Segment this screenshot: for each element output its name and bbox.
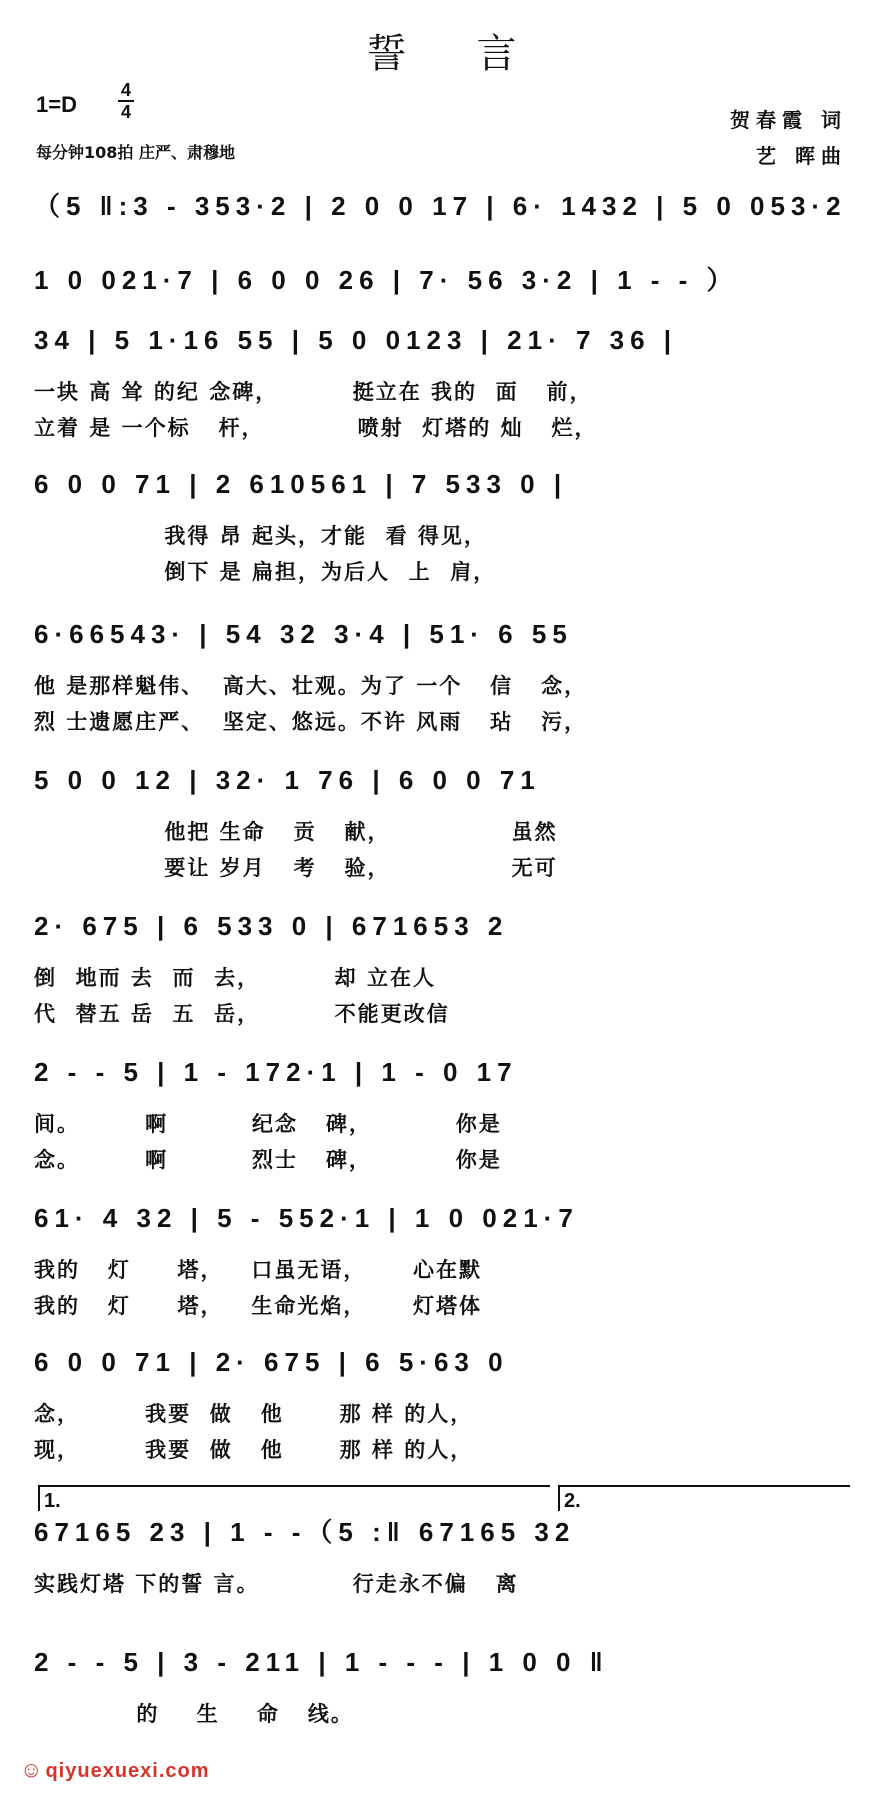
first-ending-label: 1. (44, 1490, 61, 1512)
lyric-line: 的 生 命 线。 (34, 1701, 354, 1726)
lyric-line: 一块 高 耸 的纪 念碑， 挺立在 我的 面 前， (34, 379, 593, 404)
notation-line: 6 0 0 71 | 2 610561 | 7 533 0 | (34, 469, 568, 499)
composer-credit: 艺 晖曲 (756, 144, 847, 168)
score-row (34, 1340, 854, 1462)
notation-line: 2· 675 | 6 533 0 | 671653 2 (34, 911, 509, 941)
tempo-marking: 每分钟108拍 庄严、肃穆地 (36, 143, 235, 162)
notation-line: 1 0 021·7 | 6 0 0 26 | 7· 56 3·2 | 1 - - ） (34, 265, 739, 295)
lyric-line: 代 替五 岳 五 岳， 不能更改信 (34, 1001, 450, 1026)
notation-line: （5 ‖:3 - 353·2 | 2 0 0 17 | 6· 1432 | 5 0 053·2 (34, 191, 847, 221)
time-bottom: 4 (120, 102, 131, 122)
score-row (34, 1050, 854, 1172)
lyric-line: 立着 是 一个标 杆， 喷射 灯塔的 灿 烂， (34, 415, 598, 440)
notation-line: 2 - - 5 | 1 - 172·1 | 1 - 0 17 (34, 1057, 518, 1087)
score-row (34, 258, 854, 318)
lyric-line: 我的 灯 塔， 口虽无语， 心在默 (34, 1257, 482, 1282)
watermark (20, 1757, 210, 1783)
lyric-line: 烈 士遗愿庄严、 坚定、悠远。不许 风雨 玷 污， (34, 709, 588, 734)
lyric-line: 我得 昂 起头，才能 看 得见， (34, 523, 487, 548)
logo-icon: ☺ (20, 1757, 44, 1782)
second-ending-label: 2. (564, 1490, 581, 1512)
notation-line: 34 | 5 1·16 55 | 5 0 0123 | 21· 7 36 | (34, 325, 678, 355)
score-row (34, 318, 854, 440)
lyricist-credit: 贺春霞 词 (730, 108, 847, 132)
lyric-line: 他 是那样魁伟、 高大、壮观。为了 一个 信 念， (34, 673, 588, 698)
time-signature (116, 80, 136, 122)
lyric-line: 念。 啊 烈士 碑， 你是 (34, 1147, 502, 1172)
score-row (34, 462, 854, 584)
score-row (34, 612, 854, 734)
notation-line: 67165 23 | 1 - -（5 :‖ 67165 32 (34, 1517, 576, 1547)
score-row (34, 184, 854, 244)
score-row (34, 758, 854, 880)
lyric-line: 间。 啊 纪念 碑， 你是 (34, 1111, 502, 1136)
lyric-line: 要让 岁月 考 验， 无可 (34, 855, 558, 880)
time-top: 4 (120, 80, 131, 100)
first-ending-bracket (38, 1485, 550, 1511)
lyric-line: 实践灯塔 下的誓 言。 行走永不偏 离 (34, 1571, 519, 1596)
lyric-line: 现， 我要 做 他 那 样 的人， (34, 1437, 474, 1462)
notation-line: 6·66543· | 54 32 3·4 | 51· 6 55 (34, 619, 573, 649)
key-signature: 1=D (36, 92, 77, 117)
score-row (34, 1640, 854, 1726)
score-row (34, 1196, 854, 1318)
second-ending-bracket (558, 1485, 850, 1511)
notation-line: 2 - - 5 | 3 - 211 | 1 - - - | 1 0 0 ‖ (34, 1647, 609, 1677)
lyric-line: 倒 地而 去 而 去， 却 立在人 (34, 965, 436, 990)
song-title: 誓言 (366, 31, 587, 77)
lyric-line: 念， 我要 做 他 那 样 的人， (34, 1401, 474, 1426)
lyric-line: 倒下 是 扁担，为后人 上 肩， (34, 559, 497, 584)
notation-line: 5 0 0 12 | 32· 1 76 | 6 0 0 71 (34, 765, 541, 795)
notation-line: 61· 4 32 | 5 - 552·1 | 1 0 021·7 (34, 1203, 579, 1233)
score-row (34, 904, 854, 1026)
score-row (34, 1510, 854, 1596)
notation-line: 6 0 0 71 | 2· 675 | 6 5·63 0 (34, 1347, 509, 1377)
lyric-line: 我的 灯 塔， 生命光焰， 灯塔体 (34, 1293, 482, 1318)
lyric-line: 他把 生命 贡 献， 虽然 (34, 819, 558, 844)
watermark-text: qiyuexuexi.com (45, 1760, 210, 1782)
